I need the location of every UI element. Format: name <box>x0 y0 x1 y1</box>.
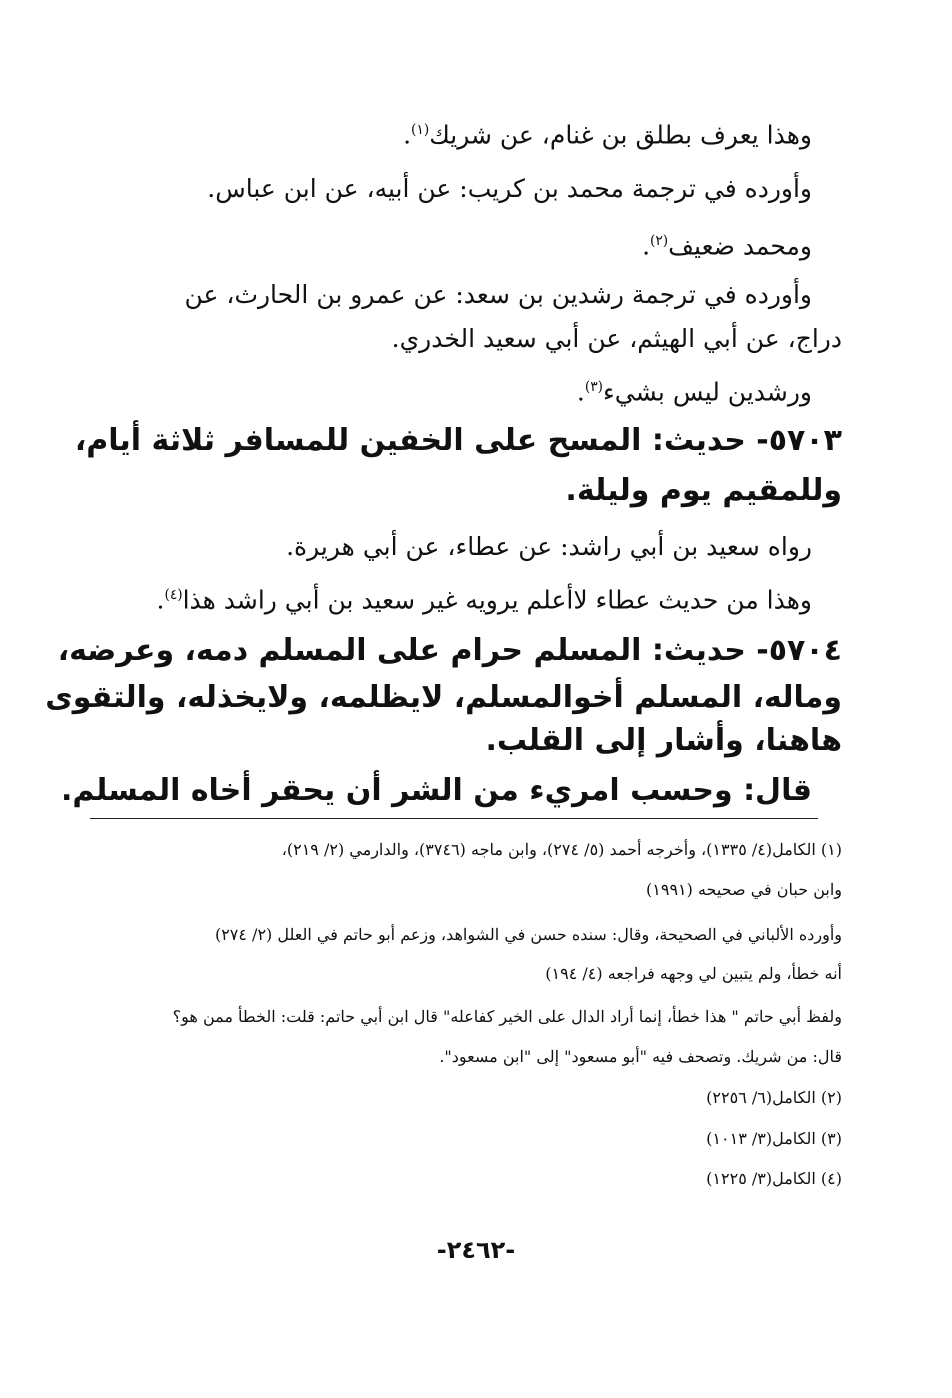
footnote-ref-2[interactable]: (٢) <box>650 233 669 249</box>
footnote-1-cont-1: وابن حبان في صحيحه (١٩٩١) <box>646 880 842 899</box>
hadith-5704-line-1: ٥٧٠٤- حديث: المسلم حرام على المسلم دمه، وعرضه، <box>57 633 842 668</box>
footnote-1: (١) الكامل(٤/ ١٣٣٥)، وأخرجه أحمد (٥/ ٢٧٤)، وابن ماجه (٣٧٤٦)، والدارمي (٢/ ٢١٩)، <box>281 840 842 859</box>
body-line-4: وأورده في ترجمة رشدين بن سعد: عن عمرو بن الحارث، عن <box>184 280 812 309</box>
footnote-1-cont-4: ولفظ أبي حاتم " هذا خطأ، إنما أراد الدال على الخير كفاعله" قال ابن أبي حاتم: قلت: الخطأ ممن هو؟ <box>172 1007 842 1026</box>
footnote-1-cont-2: وأورده الألباني في الصحيحة، وقال: سنده حسن في الشواهد، وزعم أبو حاتم في العلل (٢/ ٢٧٤) <box>214 925 842 944</box>
footnote-2: (٢) الكامل(٦/ ٢٢٥٦) <box>706 1088 842 1107</box>
footnote-3: (٣) الكامل(٣/ ١٠١٣) <box>706 1129 842 1148</box>
body-line-1: وهذا يعرف بطلق بن غنام، عن شريك$^{(١)}$. <box>403 120 812 150</box>
footnote-1-cont-5: قال: من شريك. وتصحف فيه "أبو مسعود" إلى "ابن مسعود". <box>439 1047 842 1066</box>
hadith-5704-line-2: وماله، المسلم أخوالمسلم، لايظلمه، ولايخذله، والتقوى <box>45 680 842 715</box>
hadith-5703-line-2: وللمقيم يوم وليلة. <box>565 473 842 508</box>
body-line-7: رواه سعيد بن أبي راشد: عن عطاء، عن أبي هريرة. <box>286 532 812 561</box>
body-line-6: ورشدين ليس بشيء$^{(٣)}$. <box>576 377 812 407</box>
body-line-3: ومحمد ضعيف$^{(٢)}$. <box>642 231 812 261</box>
hadith-5703-line-1: ٥٧٠٣- حديث: المسح على الخفين للمسافر ثلاثة أيام، <box>74 423 842 458</box>
footnote-ref-1[interactable]: (١) <box>411 122 430 138</box>
page-number: -٢٤٦٢- <box>436 1236 516 1264</box>
hadith-5704-line-3: هاهنا، وأشار إلى القلب. <box>485 723 842 758</box>
body-line-5: دراج، عن أبي الهيثم، عن أبي سعيد الخدري. <box>391 324 842 353</box>
body-line-8: وهذا من حديث عطاء لاأعلم يرويه غير سعيد بن أبي راشد هذا$^{(٤)}$. <box>156 585 812 615</box>
footnote-1-cont-3: أنه خطأ، ولم يتبين لي وجهه فراجعه (٤/ ١٩٤) <box>545 964 842 983</box>
footnote-separator <box>90 818 818 819</box>
body-line-2: وأورده في ترجمة محمد بن كريب: عن أبيه، عن ابن عباس. <box>207 174 812 203</box>
hadith-5704-line-4: قال: وحسب امريء من الشر أن يحقر أخاه المسلم. <box>61 773 812 808</box>
footnote-ref-4[interactable]: (٤) <box>164 587 183 603</box>
footnote-ref-3[interactable]: (٣) <box>584 379 604 395</box>
footnote-4: (٤) الكامل(٣/ ١٢٢٥) <box>706 1169 842 1188</box>
